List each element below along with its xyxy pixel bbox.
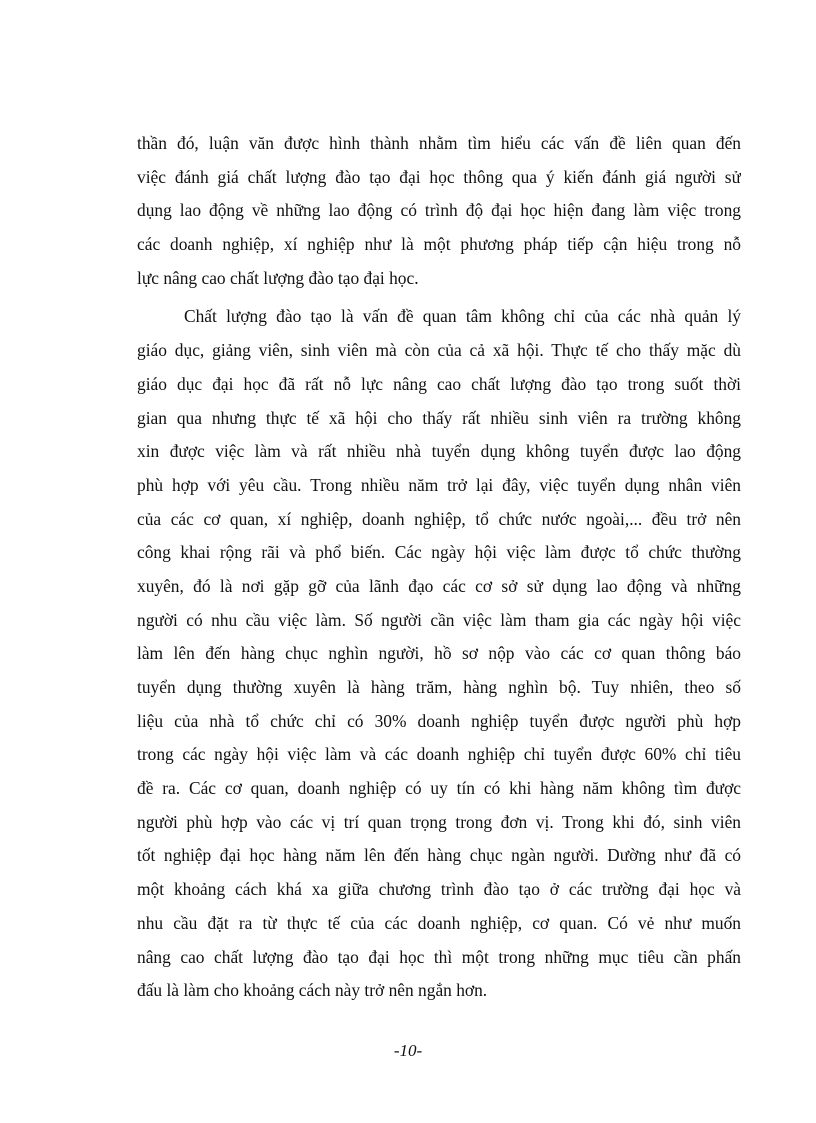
text-line: làm lên đến hàng chục nghìn người, hồ sơ nộp vào các cơ quan thông báo [137,643,741,664]
text-line: của các cơ quan, xí nghiệp, doanh nghiệp, tổ chức nước ngoài,... đều trở nên [137,508,741,529]
text-line: Chất lượng đào tạo là vấn đề quan tâm không chỉ của các nhà quản lý [184,306,741,327]
text-line: dụng lao động về những lao động có trình độ đại học hiện đang làm việc trong [137,200,741,221]
text-line: người phù hợp vào các vị trí quan trọng trong đơn vị. Trong khi đó, sinh viên [137,811,741,832]
text-line: nhu cầu đặt ra từ thực tế của các doanh nghiệp, cơ quan. Có vẻ như muốn [137,912,741,933]
text-line: người có nhu cầu việc làm. Số người cần việc làm tham gia các ngày hội việc [137,609,741,630]
text-line: phù hợp với yêu cầu. Trong nhiều năm trở lại đây, việc tuyển dụng nhân viên [137,474,741,495]
text-line: lực nâng cao chất lượng đào tạo đại học. [137,267,419,288]
page-number: -10- [393,1041,423,1060]
text-line: việc đánh giá chất lượng đào tạo đại học thông qua ý kiến đánh giá người sử [137,166,741,187]
text-line: một khoảng cách khá xa giữa chương trình đào tạo ở các trường đại học và [137,879,741,900]
text-line: trong các ngày hội việc làm và các doanh nghiệp chỉ tuyển được 60% chỉ tiêu [137,744,741,765]
text-line: các doanh nghiệp, xí nghiệp như là một phương pháp tiếp cận hiệu trong nỗ [137,234,741,255]
text-line: giáo dục, giảng viên, sinh viên mà còn của cả xã hội. Thực tế cho thấy mặc dù [137,340,741,361]
text-line: liệu của nhà tổ chức chỉ có 30% doanh nghiệp tuyển được người phù hợp [137,710,741,731]
text-line: giáo dục đại học đã rất nỗ lực nâng cao chất lượng đào tạo trong suốt thời [137,373,741,394]
text-line: tốt nghiệp đại học hàng năm lên đến hàng chục ngàn người. Dường như đã có [137,845,741,866]
body-text [137,127,741,1008]
text-line: gian qua nhưng thực tế xã hội cho thấy rất nhiều sinh viên ra trường không [137,407,741,428]
text-line: đề ra. Các cơ quan, doanh nghiệp có uy tín có khi hàng năm không tìm được [137,778,741,799]
paragraph-1 [137,127,741,295]
text-line: xin được việc làm và rất nhiều nhà tuyển dụng không tuyển được lao động [137,441,741,462]
text-line: thần đó, luận văn được hình thành nhằm tìm hiểu các vấn đề liên quan đến [137,133,741,153]
text-line: nâng cao chất lượng đào tạo đại học thì một trong những mục tiêu cần phấn [137,946,741,967]
text-line: đấu là làm cho khoảng cách này trở nên ngắn hơn. [137,980,488,1001]
paragraph-2 [137,300,741,1007]
text-line: xuyên, đó là nơi gặp gỡ của lãnh đạo các cơ sở sử dụng lao động và những [137,575,741,596]
text-line: tuyển dụng thường xuyên là hàng trăm, hàng nghìn bộ. Tuy nhiên, theo số [137,677,741,697]
text-line: công khai rộng rãi và phổ biến. Các ngày hội việc làm được tổ chức thường [137,542,741,563]
